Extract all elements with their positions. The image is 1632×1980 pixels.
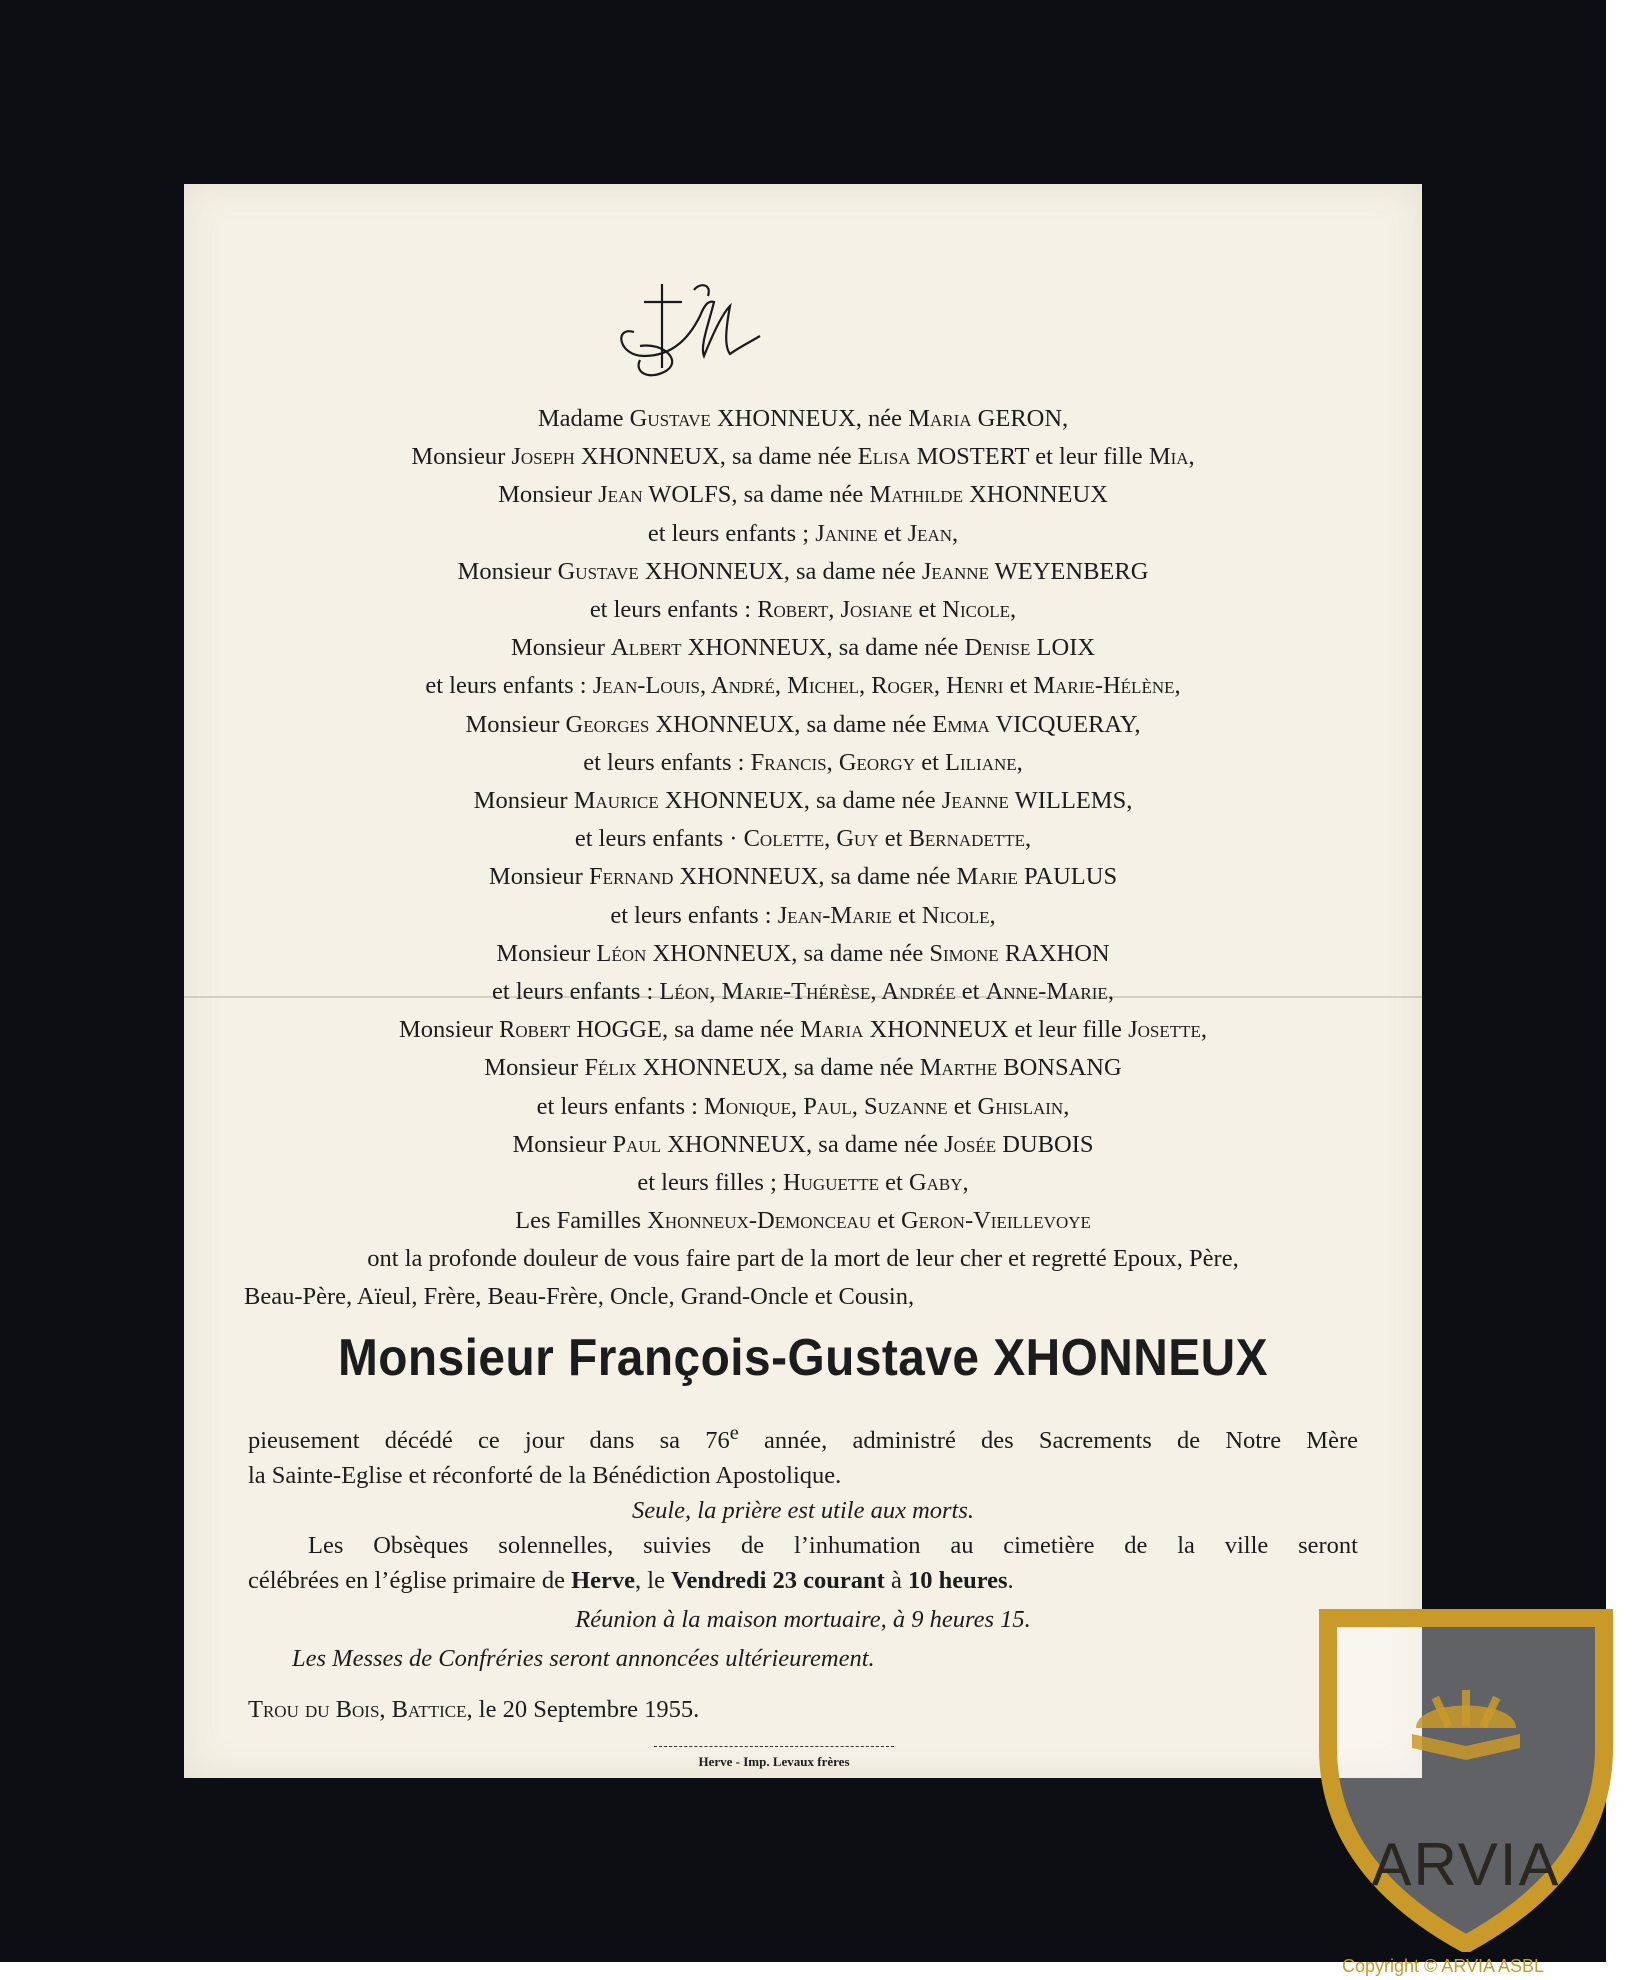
mourner-text: DUBOIS xyxy=(996,1130,1094,1158)
mourner-text: Marie xyxy=(956,863,1018,891)
mourner-line xyxy=(244,1202,1362,1240)
mourner-line xyxy=(244,1011,1362,1049)
funeral-line-2-d: . xyxy=(1007,1567,1014,1595)
announcement-line-1: ont la profonde douleur de vous faire part de la mort de leur cher et regretté Epoux, Père, xyxy=(367,1245,1239,1272)
mourner-line xyxy=(244,935,1362,973)
mourner-text: et leurs enfants : xyxy=(425,672,593,700)
mourner-text: Monsieur xyxy=(498,481,599,509)
mourner-text: Gustave xyxy=(629,405,711,432)
mourner-text: , xyxy=(1025,825,1032,853)
mourner-text: XHONNEUX, sa dame née xyxy=(649,710,933,738)
mourner-text: Paul xyxy=(612,1130,662,1158)
mourner-text: et leurs enfants : xyxy=(583,748,751,776)
mourner-text: et xyxy=(1003,672,1034,700)
mourner-text: HOGGE, sa dame née xyxy=(570,1016,801,1044)
mourner-text: Marthe xyxy=(919,1054,998,1082)
mourner-text: XHONNEUX, sa dame née xyxy=(636,1054,920,1082)
mourner-text: et xyxy=(947,1092,978,1120)
mourner-text: Monsieur xyxy=(496,939,597,967)
mourner-line xyxy=(244,858,1362,896)
mourner-text: et xyxy=(879,1169,909,1197)
mourner-text: et xyxy=(877,519,908,547)
mourner-text: , xyxy=(1016,748,1023,776)
mourner-line xyxy=(244,897,1362,935)
mourner-text: Maria xyxy=(800,1016,864,1044)
mourner-text: et leurs enfants : xyxy=(610,901,778,929)
mourner-line xyxy=(244,438,1362,476)
cross-monogram-icon xyxy=(604,276,784,386)
mourner-text: Marie-Hélène xyxy=(1033,672,1175,700)
mourner-line xyxy=(244,591,1362,629)
mourner-text: GERON, xyxy=(971,405,1069,432)
mourner-text: Félix xyxy=(584,1054,637,1082)
logo-text: ARVIA xyxy=(1371,1831,1561,1898)
deceased-name: Monsieur François-Gustave XHONNEUX xyxy=(337,1329,1269,1387)
masses-line: Les Messes de Confréries seront annoncées ultérieurement. xyxy=(292,1645,875,1673)
mourner-text: PAULUS xyxy=(1017,863,1118,891)
gathering-line: Réunion à la maison mortuaire, à 9 heures 15. xyxy=(575,1606,1031,1634)
mourner-text: , xyxy=(952,519,959,547)
funeral-line-2-c: à xyxy=(884,1567,908,1595)
mourner-text: Anne-Marie xyxy=(985,978,1108,1006)
mourner-text: Monsieur xyxy=(484,1054,585,1082)
mourner-text: Gustave xyxy=(557,557,639,585)
mourner-text: et leurs enfants : xyxy=(492,978,660,1006)
mourner-line xyxy=(244,1164,1362,1202)
mourner-line xyxy=(244,553,1362,591)
mourner-text: , xyxy=(1010,596,1017,624)
mourner-text: , xyxy=(1188,443,1195,471)
mourner-text: et xyxy=(891,901,922,929)
death-line-1-b: année, administré des Sacrements de Notre Mère xyxy=(738,1427,1358,1455)
mourner-text: VICQUERAY, xyxy=(989,710,1141,738)
mourner-text: Robert xyxy=(499,1016,571,1044)
mourners-list xyxy=(244,400,1362,1240)
mourner-text: MOSTERT et leur fille xyxy=(910,443,1149,471)
mourner-text: Jean-Louis, André, Michel, Roger, Henri xyxy=(592,672,1004,700)
mourner-text: Josée xyxy=(944,1130,997,1158)
mourner-text: et xyxy=(955,978,986,1006)
date-text: , le 20 Septembre 1955. xyxy=(466,1696,700,1723)
mourner-text: Albert xyxy=(611,634,682,662)
mourner-line xyxy=(244,820,1362,858)
mourner-text: Simone xyxy=(929,939,999,967)
mourner-text: Francis, Georgy xyxy=(750,748,916,776)
mourner-text: Huguette xyxy=(782,1169,879,1197)
mourner-text: WILLEMS, xyxy=(1008,787,1133,815)
mourner-text: Janine xyxy=(815,519,878,547)
death-line-1-a: pieusement décédé ce jour dans sa 76 xyxy=(248,1427,730,1455)
mourner-text: Monsieur xyxy=(512,1130,613,1158)
mourner-line xyxy=(244,782,1362,820)
mourner-text: Monsieur xyxy=(399,1016,500,1044)
mourner-text: Jean xyxy=(907,519,953,547)
mourner-text: XHONNEUX, sa dame née xyxy=(574,443,858,471)
mourner-text: Ghislain xyxy=(977,1092,1064,1120)
mourner-text: Maurice xyxy=(573,787,659,815)
mourner-text: Les Familles xyxy=(515,1207,648,1235)
mourner-text: XHONNEUX, sa dame née xyxy=(673,863,957,891)
mourner-text: Léon xyxy=(596,939,647,967)
mourner-text: Nicole xyxy=(921,901,990,929)
mourner-text: Mia xyxy=(1148,443,1189,471)
mourner-text: Monsieur xyxy=(473,787,574,815)
prayer-line: Seule, la prière est utile aux morts. xyxy=(631,1497,975,1525)
mourner-line xyxy=(244,973,1362,1011)
mourner-text: , xyxy=(962,1169,969,1197)
mourner-text: Maria xyxy=(908,405,972,432)
mourner-text: et xyxy=(912,596,943,624)
mourner-text: Gaby xyxy=(908,1169,963,1197)
printer-credit: Herve - Imp. Levaux frères xyxy=(698,1754,850,1769)
mourner-text: Joseph xyxy=(511,443,575,471)
mourner-text: Denise xyxy=(964,634,1031,662)
mourner-text: WOLFS, sa dame née xyxy=(642,481,870,509)
mourner-text: Colette, Guy xyxy=(743,825,879,853)
mourner-text: , xyxy=(1174,672,1181,700)
mourner-text: , xyxy=(1200,1016,1207,1044)
mourner-line xyxy=(244,629,1362,667)
funeral-line-2-a: célébrées en l’église primaire de xyxy=(248,1567,572,1595)
death-line-2: la Sainte-Eglise et réconforté de la Bénédiction Apostolique. xyxy=(248,1462,842,1490)
mourner-text: Georges xyxy=(565,710,650,738)
mourner-text: Jean xyxy=(598,481,643,509)
announcement-paper xyxy=(184,184,1422,1778)
announcement-line-2: Beau-Père, Aïeul, Frère, Beau-Frère, Oncle, Grand-Oncle et Cousin, xyxy=(244,1283,915,1311)
mourner-line xyxy=(244,476,1362,514)
mourner-text: Monsieur xyxy=(411,443,512,471)
mourner-text: XHONNEUX, sa dame née xyxy=(638,557,922,585)
mourner-text: et xyxy=(915,748,946,776)
mourner-line xyxy=(244,1049,1362,1087)
mourner-text: XHONNEUX et leur fille xyxy=(863,1016,1129,1044)
mourner-text: XHONNEUX, sa dame née xyxy=(658,787,942,815)
mourner-text: Monsieur xyxy=(488,863,589,891)
funeral-line-2 xyxy=(248,1563,1358,1598)
mourner-text: Monsieur xyxy=(457,557,558,585)
funeral-time: 10 heures xyxy=(907,1567,1008,1595)
funeral-line-1: Les Obsèques solennelles, suivies de l’inhumation au cimetière de la ville seront xyxy=(308,1532,1358,1560)
mourner-text: WEYENBERG xyxy=(988,557,1149,585)
mourner-text: Nicole xyxy=(942,596,1011,624)
mourner-text: Josette xyxy=(1128,1016,1201,1044)
mourner-text: Fernand xyxy=(588,863,674,891)
mourner-text: et leurs filles ; xyxy=(637,1169,783,1197)
funeral-line-2-b: , le xyxy=(635,1567,672,1595)
mourner-text: et leurs enfants : xyxy=(536,1092,705,1120)
mourner-text: Jean-Marie xyxy=(777,901,892,929)
mourner-text: BONSANG xyxy=(997,1054,1122,1082)
mourner-text: Monique, Paul, Suzanne xyxy=(704,1092,948,1120)
mourner-text: et xyxy=(878,825,909,853)
mourner-line xyxy=(244,744,1362,782)
mourner-text: , xyxy=(989,901,996,929)
notice-body xyxy=(248,1416,1358,1676)
mourner-line xyxy=(244,667,1362,705)
place-name: Trou du Bois, Battice xyxy=(248,1696,467,1723)
copyright-notice: Copyright © ARVIA ASBL xyxy=(1342,1956,1545,1976)
mourner-text: Mathilde xyxy=(869,481,963,509)
mourner-text: XHONNEUX, sa dame née xyxy=(681,634,965,662)
mourner-text: , xyxy=(1107,978,1114,1006)
mourner-text: et leurs enfants : xyxy=(589,596,758,624)
mourner-text: XHONNEUX, sa dame née xyxy=(661,1130,945,1158)
arvia-logo xyxy=(1312,1598,1620,1952)
mourner-text: Robert, Josiane xyxy=(757,596,913,624)
mourner-text: Emma xyxy=(932,710,990,738)
mourner-line xyxy=(244,706,1362,744)
mourner-text: XHONNEUX, née xyxy=(710,405,909,432)
mourner-line xyxy=(244,400,1362,438)
printer-divider xyxy=(654,1746,894,1747)
mourner-text: Monsieur xyxy=(510,634,611,662)
mourner-text: Geron-Vieillevoye xyxy=(900,1207,1091,1235)
mourner-line xyxy=(244,1088,1362,1126)
mourner-text: Jeanne xyxy=(921,557,989,585)
mourner-line xyxy=(244,515,1362,553)
mourner-text: Bernadette xyxy=(908,825,1025,853)
announcement xyxy=(244,1240,1362,1316)
mourner-text: Liliane xyxy=(945,748,1017,776)
mourner-text: et leurs enfants · xyxy=(574,825,744,853)
funeral-place: Herve xyxy=(571,1567,636,1595)
mourner-text: , xyxy=(1063,1092,1070,1120)
mourner-text: RAXHON xyxy=(998,939,1110,967)
mourner-text: Monsieur xyxy=(465,710,566,738)
mourner-text: et leurs enfants ; xyxy=(647,519,816,547)
mourner-text: Xhonneux-Demonceau xyxy=(647,1207,872,1235)
mourner-text: et xyxy=(871,1207,901,1235)
mourner-text: XHONNEUX xyxy=(962,481,1108,509)
ordinal-suffix: e xyxy=(729,1422,739,1444)
mourner-text: XHONNEUX, sa dame née xyxy=(646,939,930,967)
mourner-text: Elisa xyxy=(857,443,911,471)
mourner-text: Jeanne xyxy=(941,787,1009,815)
mourner-text: Madame xyxy=(537,405,630,432)
place-date-line xyxy=(248,1696,699,1724)
mourner-line xyxy=(244,1126,1362,1164)
mourner-text: LOIX xyxy=(1030,634,1096,662)
mourner-text: Léon, Marie-Thérèse, Andrée xyxy=(659,978,956,1006)
death-line-1 xyxy=(248,1416,1358,1458)
funeral-date: Vendredi 23 courant xyxy=(671,1567,885,1595)
